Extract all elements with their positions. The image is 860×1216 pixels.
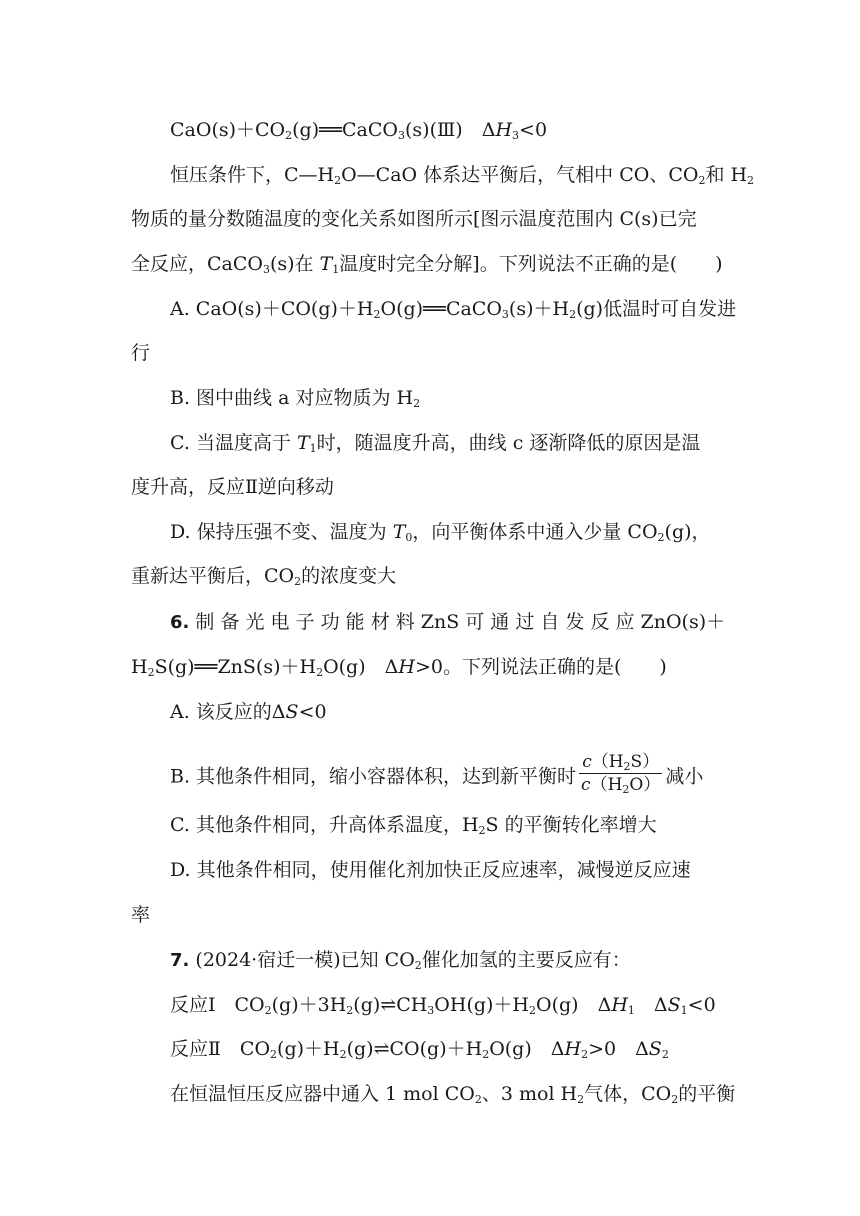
option-d-line-2: 重新达平衡后，$CO_2$的浓度变大 bbox=[131, 565, 397, 588]
option-a-line-2: 行 bbox=[131, 342, 151, 364]
q6-option-d-line-1: D. 其他条件相同，使用催化剂加快正反应速率，减慢逆反应速 bbox=[170, 859, 691, 881]
question-7-line-1: 7. (2024·宿迁一模)已知 $CO_2$催化加氢的主要反应有： bbox=[170, 949, 631, 972]
question-7-line-4: 在恒温恒压反应器中通入 1 mol $CO_2$、3 mol $H_2$气体，$CO_2$的平衡 bbox=[170, 1083, 736, 1106]
stem-line-2: 物质的量分数随温度的变化关系如图所示[图示温度范围内 C(s)已完 bbox=[131, 208, 697, 230]
option-c-line-2: 度升高，反应Ⅱ逆向移动 bbox=[131, 476, 334, 498]
q6-option-d-line-2: 率 bbox=[131, 904, 151, 926]
stem-line-3: 全反应，CaCO$_3$(s)在 $T_1$温度时完全分解]。下列说法不正确的是( ) bbox=[131, 253, 723, 276]
q6-option-c: C. 其他条件相同，升高体系温度，$H_2S$ 的平衡转化率增大 bbox=[170, 814, 657, 837]
option-d-line-1: D. 保持压强不变、温度为 $T_0$，向平衡体系中通入少量 $CO_2(g)$， bbox=[170, 521, 711, 544]
equation-iii-line: $CaO(s)+CO_2(g)══CaCO_3(s)(Ⅲ)$ $\Delta H_3<0$ bbox=[170, 119, 548, 142]
option-c-line-1: C. 当温度高于 $T_1$时，随温度升高，曲线 c 逐渐降低的原因是温 bbox=[170, 432, 701, 455]
reaction-i: 反应Ⅰ $CO_2(g)+3H_2(g)\rightleftharpoons CH_3OH(g)+H_2O(g)$ $\Delta H_1$ $\Delta S_1<0$ bbox=[170, 994, 716, 1017]
question-6-line-1: 6. 制 备 光 电 子 功 能 材 料 ZnS 可 通 过 自 发 反 应 ZnO(s)＋ bbox=[170, 611, 726, 633]
option-a-line-1: A. $CaO(s)+CO(g)+H_2O(g)══CaCO_3(s)+H_2(g)$低温时可自发进 bbox=[170, 298, 737, 321]
ratio-fraction: $\frac{c(H_2S)}{c(H_2O)}$ bbox=[581, 752, 661, 796]
reaction-ii: 反应Ⅱ $CO_2(g)+H_2(g)\rightleftharpoons CO(g)+H_2O(g)$ $\Delta H_2>0$ $\Delta S_2$ bbox=[170, 1038, 669, 1061]
q6-option-b: B. 其他条件相同，缩小容器体积，达到新平衡时 $\frac{c(H_2S)}{c(H_2O)}$ 减小 bbox=[170, 752, 704, 796]
q6-option-a: A. 该反应的ΔS<0 bbox=[170, 701, 327, 723]
question-6-line-2: $H_2S(g)══ZnS(s)+H_2O(g)$ ΔH>0。下列说法正确的是( ) bbox=[131, 656, 667, 679]
stem-line-1: 恒压条件下，$C—H_2O—CaO$ 体系达平衡后，气相中 CO、$CO_2$和 $H_2$ bbox=[170, 164, 755, 187]
option-b: B. 图中曲线 a 对应物质为 $H_2$ bbox=[170, 387, 421, 410]
